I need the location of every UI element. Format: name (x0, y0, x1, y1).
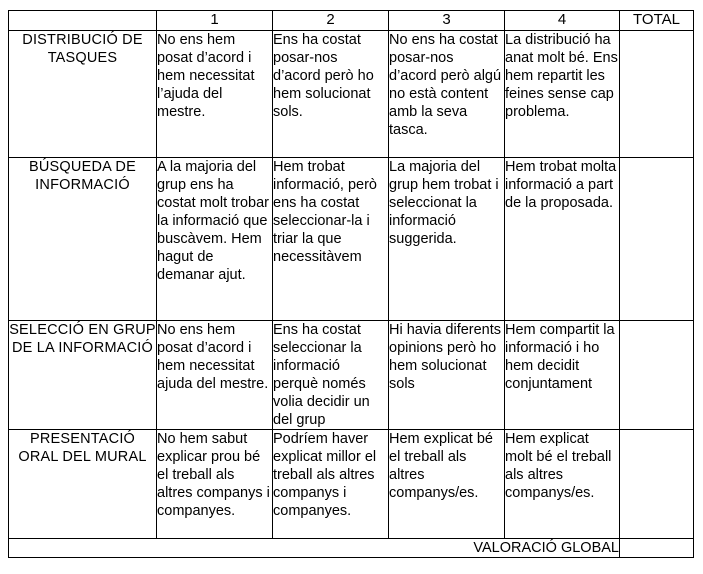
level-cell: Podríem haver explicat millor el treball als altres companys i companyes. (273, 430, 389, 539)
criterion-cell: SELECCIÓ EN GRUP DE LA INFORMACIÓ (9, 321, 157, 430)
level-cell: Hem explicat bé el treball als altres companys/es. (389, 430, 505, 539)
level-cell: Hem explicat molt bé el treball als altres companys/es. (505, 430, 620, 539)
global-label: VALORACIÓ GLOBAL (9, 539, 620, 558)
table-row (9, 321, 694, 430)
level-cell: La majoria del grup hem trobat i seleccionat la informació suggerida. (389, 158, 505, 321)
header-level-3: 3 (389, 11, 505, 31)
level-cell: A la majoria del grup ens ha costat molt trobar la informació que buscàvem. Hem hagut de demanar ajut. (157, 158, 273, 321)
criterion-cell: BÚSQUEDA DE INFORMACIÓ (9, 158, 157, 321)
level-cell: Ens ha costat seleccionar la informació perquè només volia decidir un del grup (273, 321, 389, 430)
table-row (9, 31, 694, 158)
header-criterion (9, 11, 157, 31)
global-total-cell[interactable] (620, 539, 694, 558)
header-level-2: 2 (273, 11, 389, 31)
level-cell: Hi havia diferents opinions però ho hem solucionat sols (389, 321, 505, 430)
level-cell: La distribució ha anat molt bé. Ens hem repartit les feines sense cap problema. (505, 31, 620, 158)
level-cell: Hem trobat molta informació a part de la proposada. (505, 158, 620, 321)
total-cell[interactable] (620, 321, 694, 430)
table-row (9, 430, 694, 539)
total-cell[interactable] (620, 31, 694, 158)
level-cell: No ens ha costat posar-nos d’acord però algú no està content amb la seva tasca. (389, 31, 505, 158)
level-cell: No ens hem posat d’acord i hem necessitat l’ajuda del mestre. (157, 31, 273, 158)
level-cell: Hem compartit la informació i ho hem decidit conjuntament (505, 321, 620, 430)
level-cell: Hem trobat informació, però ens ha costat seleccionar-la i triar la que necessitàvem (273, 158, 389, 321)
header-total: TOTAL (620, 11, 694, 31)
table-row (9, 158, 694, 321)
header-level-1: 1 (157, 11, 273, 31)
header-row (9, 11, 694, 31)
criterion-cell: DISTRIBUCIÓ DE TASQUES (9, 31, 157, 158)
level-cell: No hem sabut explicar prou bé el treball als altres companys i companyes. (157, 430, 273, 539)
header-level-4: 4 (505, 11, 620, 31)
level-cell: Ens ha costat posar-nos d’acord però ho hem solucionat sols. (273, 31, 389, 158)
total-cell[interactable] (620, 430, 694, 539)
total-cell[interactable] (620, 158, 694, 321)
rubric-table (8, 10, 694, 558)
global-row (9, 539, 694, 558)
criterion-cell: PRESENTACIÓ ORAL DEL MURAL (9, 430, 157, 539)
level-cell: No ens hem posat d’acord i hem necessitat ajuda del mestre. (157, 321, 273, 430)
